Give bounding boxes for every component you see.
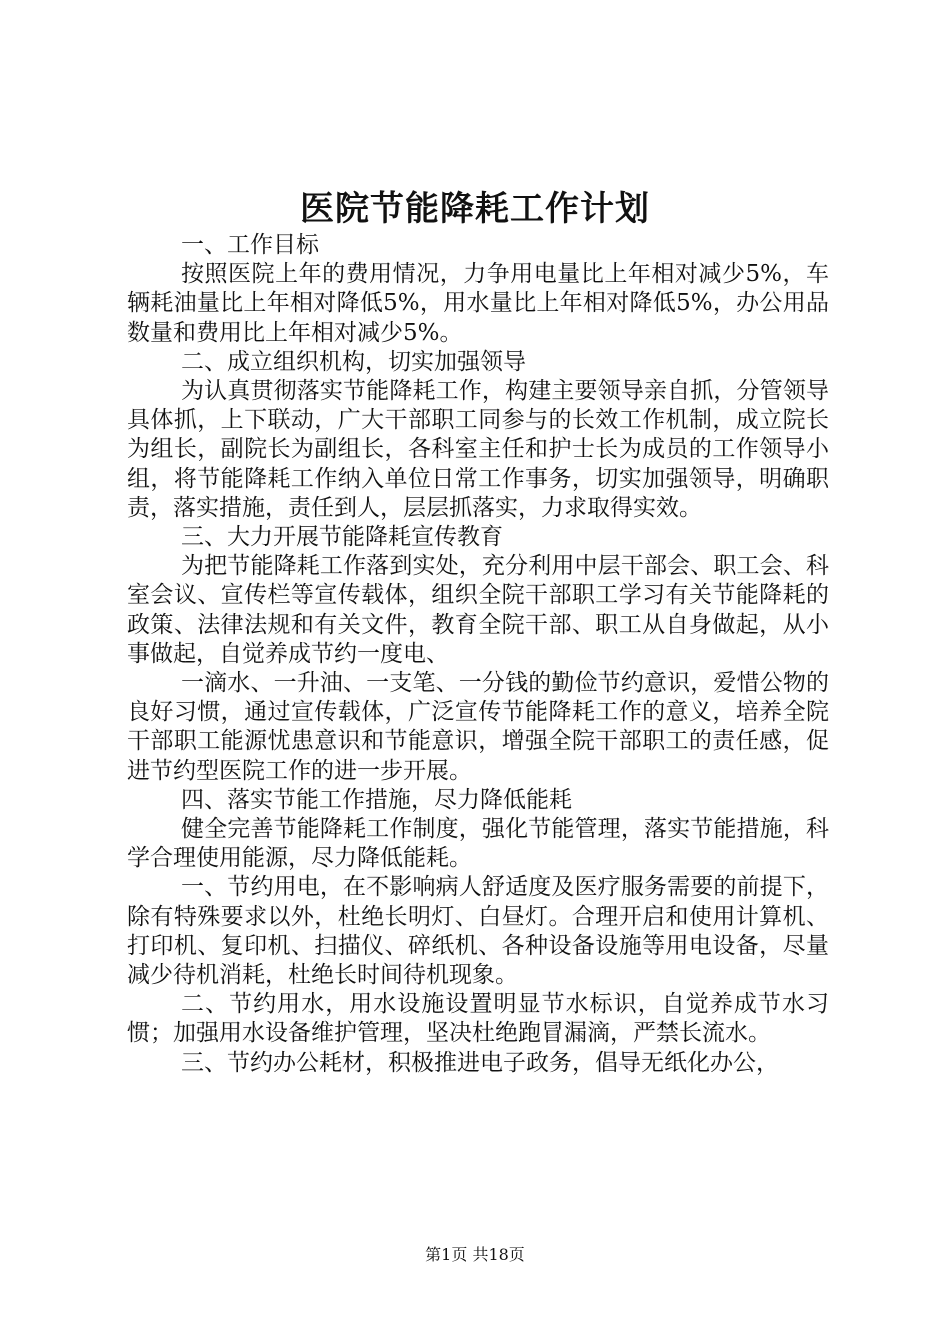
paragraph-publicity-1: 为把节能降耗工作落到实处，充分利用中层干部会、职工会、科室会议、宣传栏等宣传载体，组织全院干部职工学习有关节能降耗的政策、法律法规和有关文件，教育全院干部、职工从自身做起，从小事做起，自觉养成节约一度电、 — [127, 553, 829, 667]
paragraph-water: 二、节约用水，用水设施设置明显节水标识，自觉养成节水习惯；加强用水设备维护管理，坚决杜绝跑冒漏滴，严禁长流水。 — [127, 991, 829, 1047]
paragraph-publicity-2: 一滴水、一升油、一支笔、一分钱的勤俭节约意识，爱惜公物的良好习惯，通过宣传载体，广泛宣传节能降耗工作的意义，培养全院干部职工能源忧患意识和节能意识，增强全院干部职工的责任感，促进节约型医院工作的进一步开展。 — [127, 670, 829, 784]
section-heading-goals: 一、工作目标 — [181, 232, 319, 258]
section-heading-measures: 四、落实节能工作措施，尽力降低能耗 — [181, 786, 572, 813]
paragraph-organization: 为认真贯彻落实节能降耗工作，构建主要领导亲自抓，分管领导具体抓，上下联动，广大干部职工同参与的长效工作机制，成立院长为组长，副院长为副组长，各科室主任和护士长为成员的工作领导小组，将节能降耗工作纳入单位日常工作事务，切实加强领导，明确职责，落实措施，责任到人，层层抓落实，力求取得实效。 — [127, 378, 829, 521]
section-heading-organization: 二、成立组织机构，切实加强领导 — [181, 348, 526, 375]
paragraph-electricity: 一、节约用电，在不影响病人舒适度及医疗服务需要的前提下，除有特殊要求以外，杜绝长明灯、白昼灯。合理开启和使用计算机、打印机、复印机、扫描仪、碎纸机、各种设备设施等用电设备，尽量减少待机消耗，杜绝长时间待机现象。 — [127, 874, 829, 989]
document-body — [127, 231, 829, 1078]
paragraph-goals: 按照医院上年的费用情况，力争用电量比上年相对减少5%，车辆耗油量比上年相对降低5%，用水量比上年相对降低5%，办公用品数量和费用比上年相对减少5%。 — [127, 261, 829, 346]
page-footer: 第1页 共18页 — [425, 1245, 525, 1264]
section-heading-publicity: 三、大力开展节能降耗宣传教育 — [181, 524, 503, 551]
paragraph-office-supplies: 三、节约办公耗材，积极推进电子政务，倡导无纸化办公， — [181, 1049, 779, 1076]
document-title: 医院节能降耗工作计划 — [300, 189, 650, 229]
paragraph-measures: 健全完善节能降耗工作制度，强化节能管理，落实节能措施，科学合理使用能源，尽力降低能耗。 — [127, 816, 829, 872]
